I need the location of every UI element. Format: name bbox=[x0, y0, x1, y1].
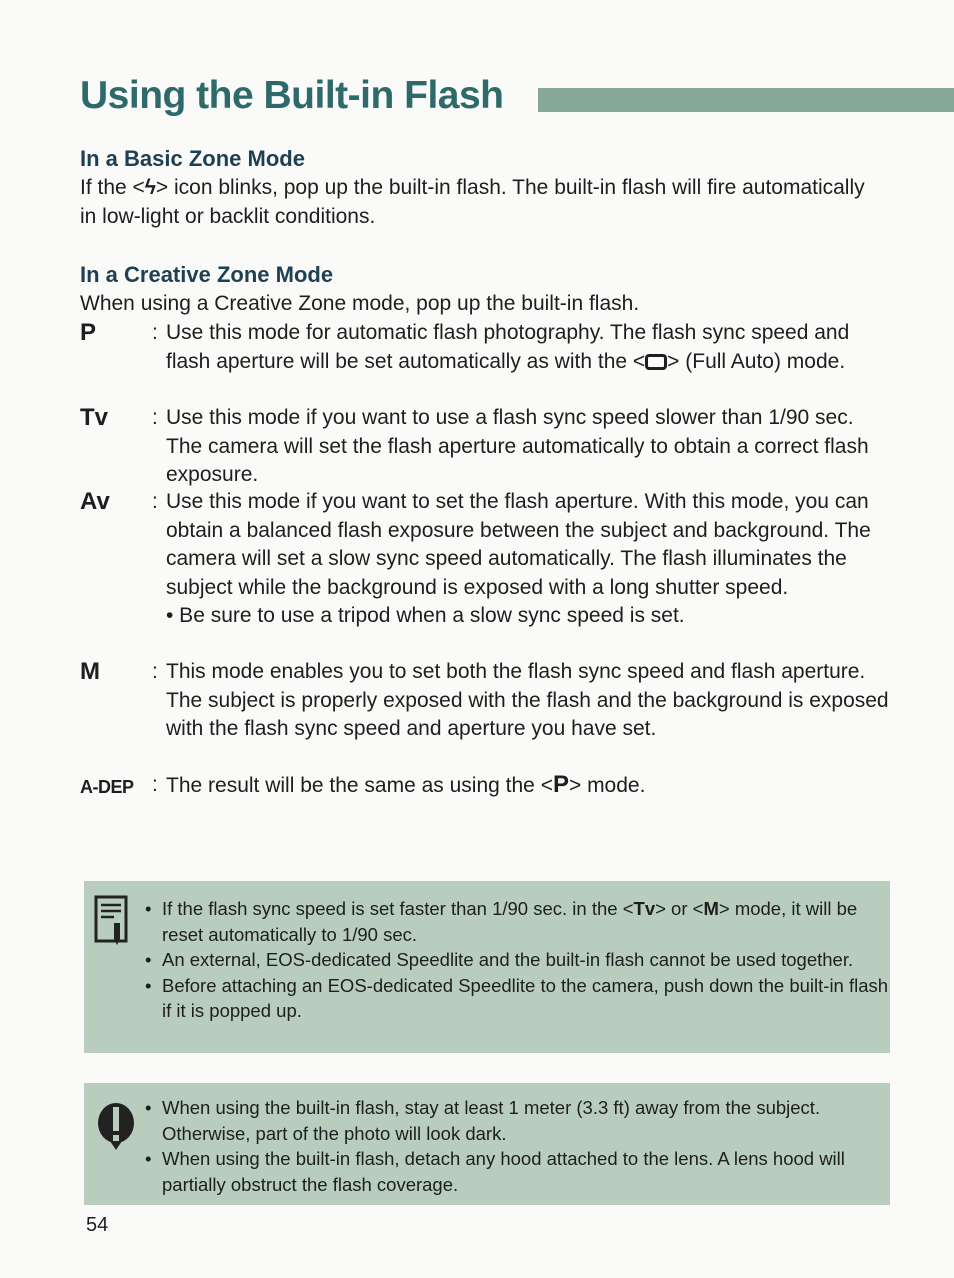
creative-zone-intro: When using a Creative Zone mode, pop up the built-in flash. bbox=[80, 292, 640, 315]
mode-colon: : bbox=[152, 660, 158, 683]
basic-text-after: > icon blinks, pop up the built-in flash. The built-in flash will fire automatically in low-light or backlit conditions. bbox=[80, 176, 865, 228]
mode-adep-symbol: A-DEP bbox=[80, 777, 134, 797]
mode-av-bullet: • Be sure to use a tripod when a slow sync speed is set. bbox=[166, 604, 685, 627]
mode-av-text: Use this mode if you want to set the flash aperture. With this mode, you can obtain a balanced flash exposure between the subject and background. The camera will set a slow sync speed automatically. The flash illuminates the subject while the background is exposed with a long shutter speed. bbox=[166, 490, 871, 599]
title-row bbox=[80, 74, 954, 126]
mode-colon: : bbox=[152, 490, 158, 513]
mode-av-row bbox=[80, 488, 890, 631]
mode-m-row bbox=[80, 658, 890, 744]
mode-tv-symbol: Tv bbox=[80, 404, 109, 431]
mode-p-inline-symbol: P bbox=[552, 771, 569, 798]
cautions-list bbox=[84, 1083, 890, 1197]
basic-text-before: If the < bbox=[80, 176, 145, 199]
mode-colon: : bbox=[152, 773, 158, 796]
note-item: • Before attaching an EOS-dedicated Speedlite to the camera, push down the built-in flash if it is popped up. bbox=[145, 974, 889, 1021]
mode-m-symbol: M bbox=[80, 658, 100, 685]
mode-adep-row bbox=[80, 771, 890, 801]
page-title: Using the Built-in Flash bbox=[80, 74, 504, 117]
mode-adep-text: The result will be the same as using the <P> mode. bbox=[166, 771, 646, 798]
notes-list bbox=[84, 881, 890, 1024]
full-auto-icon bbox=[645, 354, 667, 370]
mode-p-text: Use this mode for automatic flash photography. The flash sync speed and flash aperture will be set automatically as with the < > (Full Auto) mode. bbox=[166, 321, 850, 373]
title-decoration-bar bbox=[538, 88, 954, 112]
note-item: • If the flash sync speed is set faster than 1/90 sec. in the <Tv> or <M> mode, it will be reset automatically to 1/90 sec. bbox=[145, 898, 858, 945]
page-number: 54 bbox=[86, 1214, 109, 1236]
mode-m-inline-symbol: M bbox=[703, 898, 719, 919]
mode-p-symbol: P bbox=[80, 319, 97, 346]
mode-colon: : bbox=[152, 321, 158, 344]
mode-tv-text: Use this mode if you want to use a flash sync speed slower than 1/90 sec. The camera will set the flash aperture automatically to obtain a correct flash exposure. bbox=[166, 406, 869, 486]
basic-zone-text bbox=[80, 174, 880, 231]
mode-p-row bbox=[80, 319, 890, 376]
mode-av-symbol: Av bbox=[80, 488, 110, 515]
caution-item: • When using the built-in flash, detach any hood attached to the lens. A lens hood will partially obstruct the flash coverage. bbox=[145, 1148, 845, 1195]
mode-m-text: This mode enables you to set both the flash sync speed and flash aperture. The subject is properly exposed with the flash and the background is exposed with the flash sync speed and aperture you have set. bbox=[166, 660, 889, 740]
caution-item: • When using the built-in flash, stay at least 1 meter (3.3 ft) away from the subject. Otherwise, part of the photo will look dark. bbox=[145, 1097, 821, 1144]
notes-box bbox=[84, 881, 890, 1053]
note-item: • An external, EOS-dedicated Speedlite and the built-in flash cannot be used together. bbox=[145, 949, 854, 970]
mode-tv-inline-symbol: Tv bbox=[633, 898, 656, 919]
mode-tv-row bbox=[80, 404, 890, 490]
flash-icon: ϟ bbox=[144, 176, 156, 199]
basic-zone-heading: In a Basic Zone Mode bbox=[80, 146, 305, 171]
cautions-box bbox=[84, 1083, 890, 1205]
mode-colon: : bbox=[152, 406, 158, 429]
creative-zone-heading: In a Creative Zone Mode bbox=[80, 262, 334, 287]
